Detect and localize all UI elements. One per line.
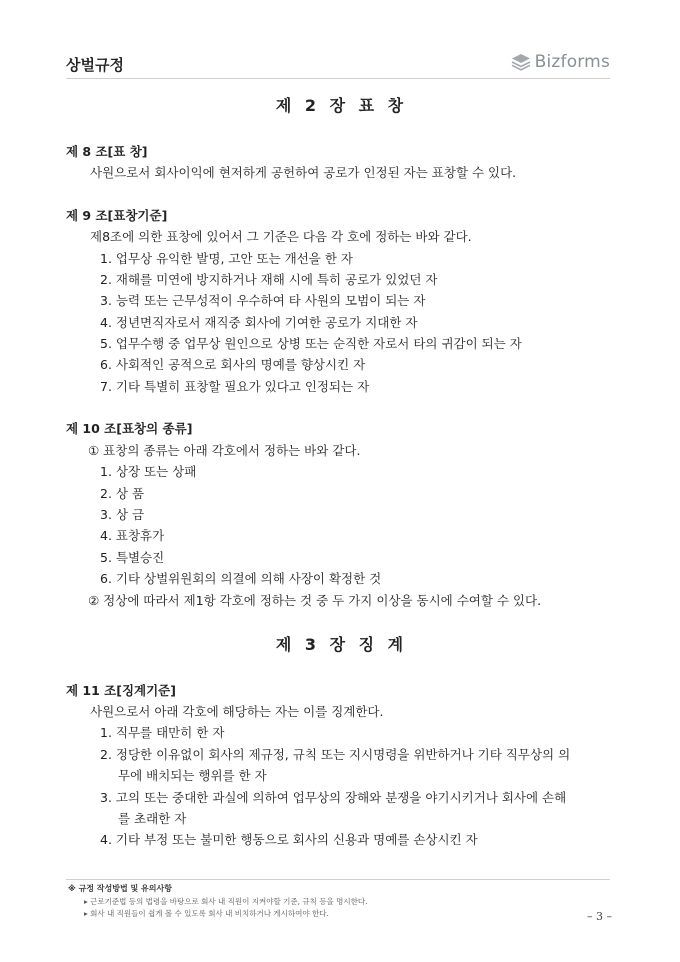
list-item-continuation: 를 초래한 자 [118,811,187,826]
article-10-title: 제 10 조[표창의 종류] [66,421,193,436]
list-item: 6. 기타 상벌위원회의 의결에 의해 사장이 확정한 것 [100,571,382,586]
article-11-title: 제 11 조[징계기준] [66,683,176,698]
footer-note-title: ※ 규정 작성방법 및 유의사항 [68,884,172,893]
list-item: 6. 사회적인 공적으로 회사의 명예를 향상시킨 자 [100,357,366,372]
footer-note: ▸ 근로기준법 등의 법령을 바탕으로 회사 내 직원이 지켜야할 기준, 규칙 등을 명시한다. [84,897,368,906]
brand-name: Bizforms [534,52,610,72]
list-item: 2. 정당한 이유없이 회사의 제규정, 규칙 또는 지시명령을 위반하거나 기타 직무상의 의 [100,747,571,762]
list-item: 3. 능력 또는 근무성적이 우수하여 타 사원의 모범이 되는 자 [100,293,426,308]
chapter-2-title: 제 2 장 표 창 [275,96,405,115]
article-11-intro: 사원으로서 아래 각호에 해당하는 자는 이를 징계한다. [90,704,384,719]
layers-icon [511,53,531,71]
list-item: 2. 재해를 미연에 방지하거나 재해 시에 특히 공로가 있었던 자 [100,272,438,287]
article-10-paragraph-1: ① 표창의 종류는 아래 각호에서 정하는 바와 같다. [88,443,361,458]
brand-logo [511,52,610,72]
list-item: 4. 기타 부정 또는 불미한 행동으로 회사의 신용과 명예를 손상시킨 자 [100,832,478,847]
document-title: 상벌규정 [66,56,124,74]
list-item-continuation: 무에 배치되는 행위를 한 자 [118,768,267,783]
page-header [66,52,610,79]
footer-note: ▸ 회사 내 직원들이 쉽게 볼 수 있도록 회사 내 비치하거나 게시하여야 한다. [84,909,329,918]
list-item: 2. 상 품 [100,486,145,501]
page-number: – 3 – [587,910,612,923]
list-item: 7. 기타 특별히 표창할 필요가 있다고 인정되는 자 [100,379,370,394]
list-item: 5. 특별승진 [100,550,165,565]
list-item: 3. 고의 또는 중대한 과실에 의하여 업무상의 장해와 분쟁을 야기시키거나 회사에 손해 [100,790,567,805]
chapter-3-title: 제 3 장 징 계 [275,635,405,654]
list-item: 1. 업무상 유익한 발명, 고안 또는 개선을 한 자 [100,251,353,266]
list-item: 1. 직무를 태만히 한 자 [100,725,225,740]
list-item: 5. 업무수행 중 업무상 원인으로 상병 또는 순직한 자로서 타의 귀감이 되는 자 [100,336,522,351]
list-item: 4. 정년면직자로서 재직중 회사에 기여한 공로가 지대한 자 [100,315,418,330]
article-10-paragraph-2: ② 정상에 따라서 제1항 각호에 정하는 것 중 두 가지 이상을 동시에 수여할 수 있다. [88,593,542,608]
list-item: 4. 표창휴가 [100,528,165,543]
footer-divider [66,879,610,880]
article-8-title: 제 8 조[표 창] [66,144,148,159]
article-9-title: 제 9 조[표창기준] [66,208,168,223]
list-item: 1. 상장 또는 상패 [100,464,197,479]
article-9-intro: 제8조에 의한 표창에 있어서 그 기준은 다음 각 호에 정하는 바와 같다. [90,229,472,244]
list-item: 3. 상 금 [100,507,145,522]
article-8-body: 사원으로서 회사이익에 현저하게 공헌하여 공로가 인정된 자는 표창할 수 있다. [90,165,517,180]
